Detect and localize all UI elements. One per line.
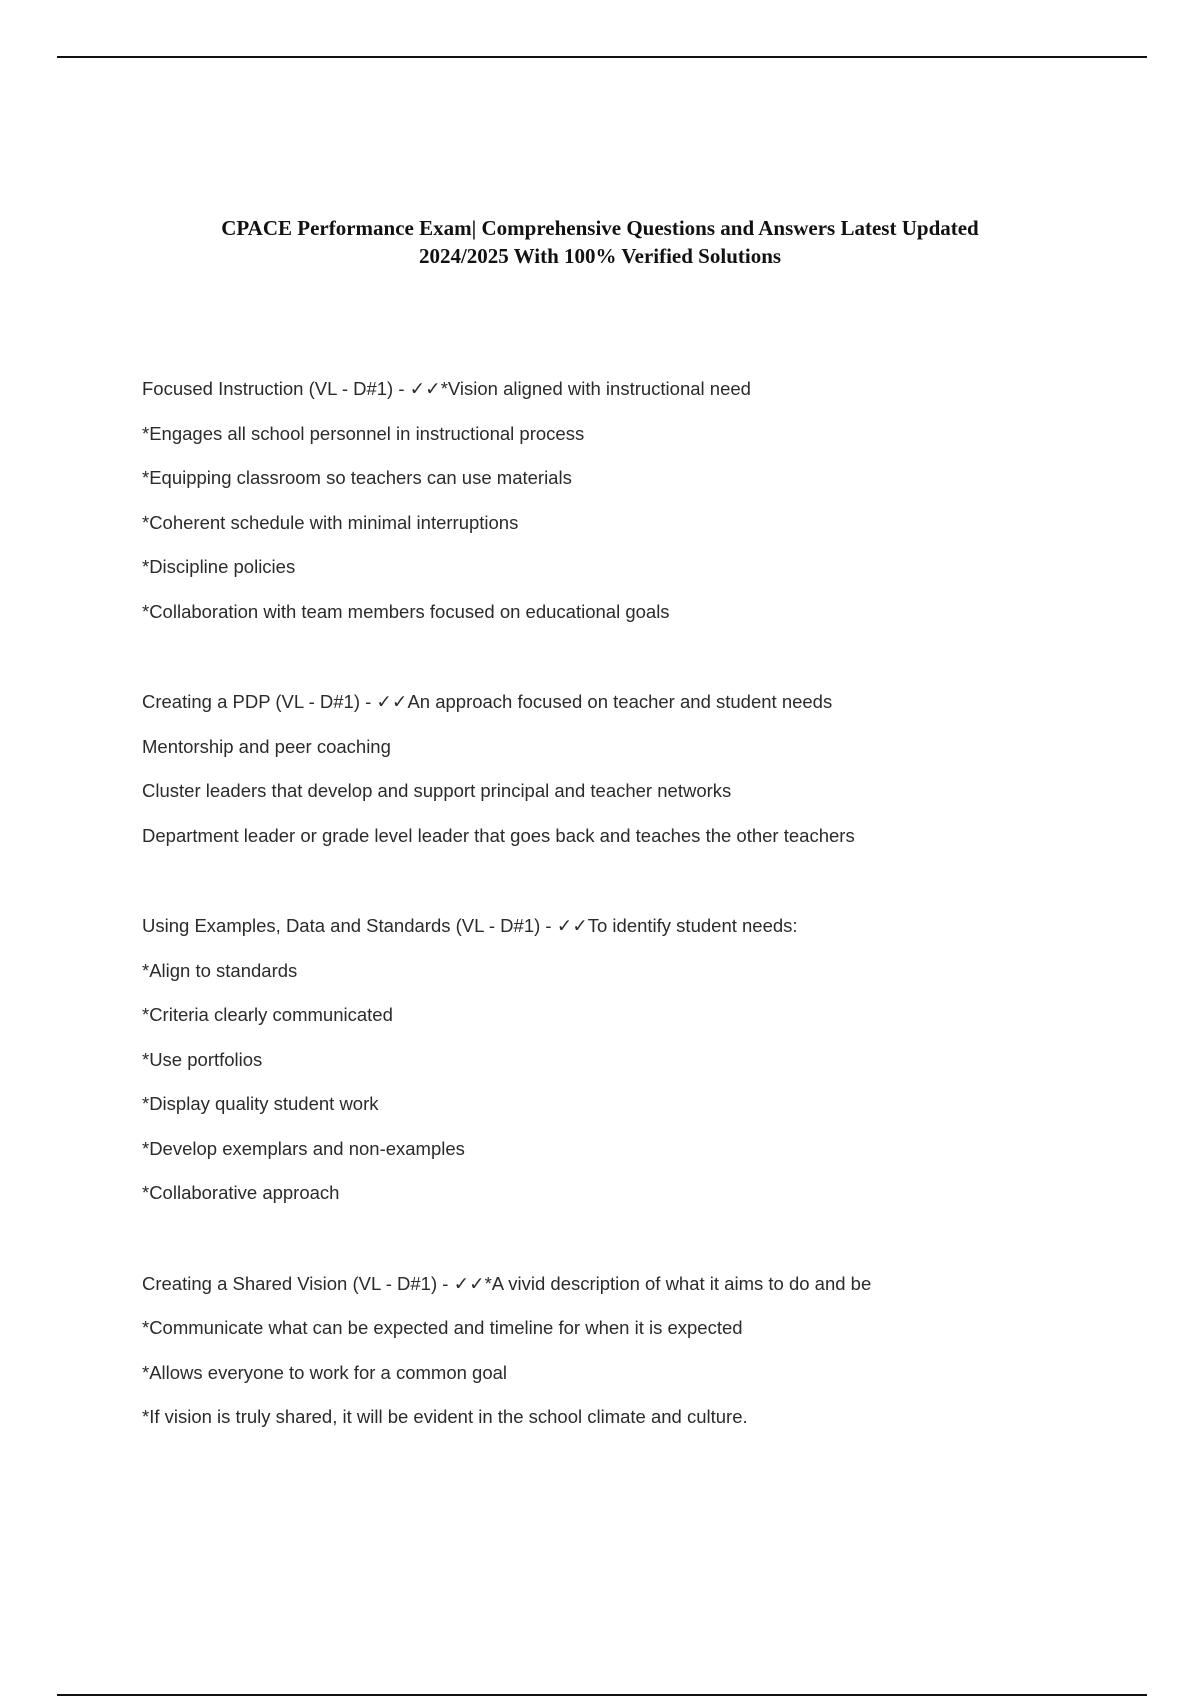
qa-term: Creating a PDP (VL - D#1) - [142,691,377,712]
qa-answer-line: *Allows everyone to work for a common goal [142,1361,508,1383]
qa-answer-line: *Communicate what can be expected and timeline for when it is expected [142,1317,743,1338]
qa-item-examples-data-standards [142,911,1142,1223]
qa-answer-line: *Equipping classroom so teachers can use materials [142,467,572,488]
qa-term: Creating a Shared Vision (VL - D#1) - [142,1272,454,1294]
qa-answer-line: *Display quality student work [142,1093,379,1114]
qa-answer-line: *Use portfolios [142,1048,263,1070]
check-mark-icon: ✓✓ [409,379,441,400]
document-title [120,214,1080,270]
qa-question-line [142,374,1142,419]
qa-answer-line: Mentorship and peer coaching [142,735,391,757]
qa-answer-line: Department leader or grade level leader that goes back and teaches the other teachers [142,824,855,846]
check-mark-icon: ✓✓ [453,1273,485,1295]
qa-question-line [142,687,1142,732]
qa-question-line [142,911,1142,956]
qa-answer: To identify student needs: [587,915,798,936]
qa-answer: *Vision aligned with instructional need [440,378,751,399]
qa-answer-line: *Collaborative approach [142,1182,340,1203]
qa-term: Focused Instruction (VL - D#1) - [142,378,410,399]
qa-answer-line: *Criteria clearly communicated [142,1004,393,1025]
qa-answer-line: Cluster leaders that develop and support principal and teacher networks [142,780,732,801]
check-mark-icon: ✓✓ [556,916,588,937]
qa-question-line [142,1269,1142,1314]
qa-answer: An approach focused on teacher and student needs [407,691,833,712]
bottom-rule [57,1694,1147,1696]
qa-answer-line: *Align to standards [142,959,298,981]
qa-answer-line: *Develop exemplars and non-examples [142,1137,465,1159]
qa-answer-line: *Coherent schedule with minimal interruptions [142,511,519,533]
qa-term: Using Examples, Data and Standards (VL - D#1) - [142,915,557,936]
qa-item-creating-pdp [142,687,1142,865]
qa-answer: *A vivid description of what it aims to do and be [484,1272,872,1294]
qa-answer-line: *Engages all school personnel in instructional process [142,422,585,444]
title-line-2: 2024/2025 With 100% Verified Solutions [418,244,782,268]
qa-answer-line: *Discipline policies [142,556,296,577]
qa-answer-line: *If vision is truly shared, it will be evident in the school climate and culture. [142,1406,748,1427]
qa-answer-line: *Collaboration with team members focused on educational goals [142,600,670,622]
qa-item-focused-instruction [142,374,1142,641]
title-line-1: CPACE Performance Exam| Comprehensive Questions and Answers Latest Updated [221,216,979,240]
qa-content [142,374,1142,1493]
check-mark-icon: ✓✓ [376,692,408,713]
qa-item-shared-vision [142,1269,1142,1447]
top-rule [57,56,1147,58]
